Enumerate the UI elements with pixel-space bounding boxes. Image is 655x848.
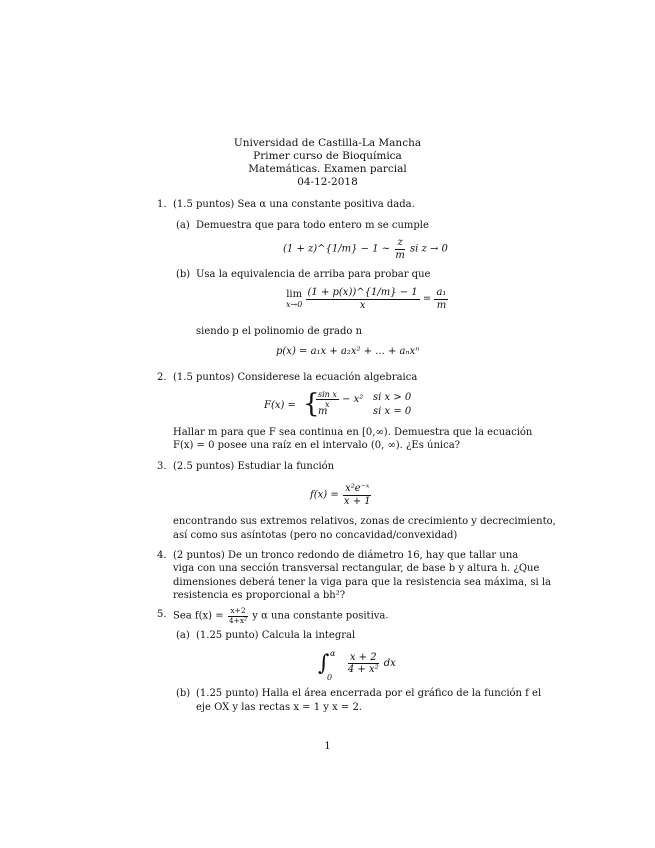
q2-function-left: F(x) = xyxy=(264,400,296,411)
q1-statement: (1.5 puntos) Sea α una constante positiva dada. xyxy=(173,199,415,210)
q1b-lim-sub: x→0 xyxy=(286,300,303,309)
q5a-frac-den: 4 + x² xyxy=(347,664,379,675)
q5a-text: (1.25 punto) Calcula la integral xyxy=(196,630,356,641)
q5a-frac-num: x + 2 xyxy=(349,651,377,663)
q2-case2-condition: si x = 0 xyxy=(373,406,412,417)
q2-statement: (1.5 puntos) Considerese la ecuación algebraica xyxy=(173,372,418,383)
q5a-fraction xyxy=(346,652,381,676)
q1b-fraction xyxy=(306,287,420,311)
q3-number: 3. xyxy=(157,461,167,472)
q3-frac-den: x + 1 xyxy=(343,495,371,507)
q1-number: 1. xyxy=(157,199,167,210)
q1b-frac-den: x xyxy=(359,299,366,311)
exam-title: Matemáticas. Examen parcial xyxy=(248,163,407,175)
q1a-formula-right: si z → 0 xyxy=(410,243,448,255)
q1b-frac-num: (1 + p(x))^{1/m} − 1 xyxy=(307,287,418,298)
q4-line2: viga con una sección transversal rectangular, de base b y altura h. ¿Que xyxy=(173,563,540,574)
q5a-upper-limit: α xyxy=(330,649,336,658)
q1b-text: Usa la equivalencia de arriba para probar que xyxy=(196,269,431,280)
exam-date: 04-12-2018 xyxy=(297,176,358,188)
q1b-after-text: siendo p el polinomio de grado n xyxy=(196,326,363,337)
page-number: 1 xyxy=(324,741,331,752)
q3-statement: (2.5 puntos) Estudiar la función xyxy=(173,461,335,472)
q2-number: 2. xyxy=(157,372,167,383)
university-name: Universidad de Castilla-La Mancha xyxy=(233,137,422,149)
q1b-result xyxy=(434,287,448,311)
q2-line2: F(x) = 0 posee una raíz en el intervalo (0, ∞). ¿Es única? xyxy=(173,440,461,451)
q4-line3: dimensiones deberá tener la viga para que la resistencia sea máxima, si la xyxy=(173,577,551,588)
q4-line1: (2 puntos) De un tronco redondo de diámetro 16, hay que tallar una xyxy=(173,550,519,561)
q1a-frac-num: z xyxy=(397,237,403,248)
q5a-integral xyxy=(318,649,396,682)
q5-number: 5. xyxy=(157,609,167,620)
q3-frac-num: x²e⁻ˣ xyxy=(345,483,370,494)
q3-fraction xyxy=(342,483,373,507)
q5-inline-den: 4+x² xyxy=(228,615,248,625)
q5b-line2: eje OX y las rectas x = 1 y x = 2. xyxy=(196,702,362,713)
q4-number: 4. xyxy=(157,550,167,561)
q2-case1-num: sin x xyxy=(318,390,337,399)
q5b-line1: (1.25 punto) Halla el área encerrada por el gráfico de la función f el xyxy=(196,688,542,699)
q2-case1-den: x xyxy=(325,400,330,410)
q3-line1: encontrando sus extremos relativos, zonas de crecimiento y decrecimiento, xyxy=(173,516,556,527)
q5-statement xyxy=(173,607,389,625)
q5a-dx: dx xyxy=(383,658,396,669)
q1b-result-num: a₁ xyxy=(436,287,447,298)
q1a-text: Demuestra que para todo entero m se cumple xyxy=(196,220,429,231)
q1b-polynomial: p(x) = a₁x + a₂x² + ... + aₙxⁿ xyxy=(276,346,420,357)
q2-case1-rest: − x² xyxy=(342,394,364,406)
q5a-integral-sign: ∫ xyxy=(318,651,330,676)
q5-text-post: y α una constante positiva. xyxy=(252,610,389,622)
q5b-label: (b) xyxy=(176,688,191,699)
q4-line4: resistencia es proporcional a bh²? xyxy=(173,590,346,601)
q1b-equals: = xyxy=(422,293,432,305)
q5a-lower-limit: 0 xyxy=(327,673,333,682)
q2-line1: Hallar m para que F sea continua en [0,∞). Demuestra que la ecuación xyxy=(173,427,533,438)
q2-case2: m xyxy=(318,406,328,417)
q1b-result-den: m xyxy=(436,299,447,311)
q1a-frac-den: m xyxy=(395,249,405,261)
q5-inline-num: x+2 xyxy=(230,606,246,615)
course-name: Primer curso de Bioquímica xyxy=(253,150,402,162)
q2-case1-condition: si x > 0 xyxy=(373,392,412,403)
q1b-label: (b) xyxy=(176,269,191,280)
q1b-lim-block xyxy=(286,289,302,309)
q5-inline-fraction xyxy=(227,607,249,625)
q3-function-left: f(x) = xyxy=(310,489,339,501)
q1a-formula-left: (1 + z)^{1/m} − 1 ∼ xyxy=(283,243,391,255)
q2-brace: { xyxy=(303,389,320,419)
q1a-fraction xyxy=(393,237,406,261)
q3-function xyxy=(310,483,373,507)
q1a-formula xyxy=(283,237,448,261)
q1b-lim: lim xyxy=(286,289,303,300)
q1b-limit-formula xyxy=(286,287,448,311)
q5-text-pre: Sea f(x) = xyxy=(173,610,224,622)
q3-line2: así como sus asíntotas (pero no concavidad/convexidad) xyxy=(173,530,458,541)
q1a-label: (a) xyxy=(176,220,190,231)
q5a-label: (a) xyxy=(176,630,190,641)
